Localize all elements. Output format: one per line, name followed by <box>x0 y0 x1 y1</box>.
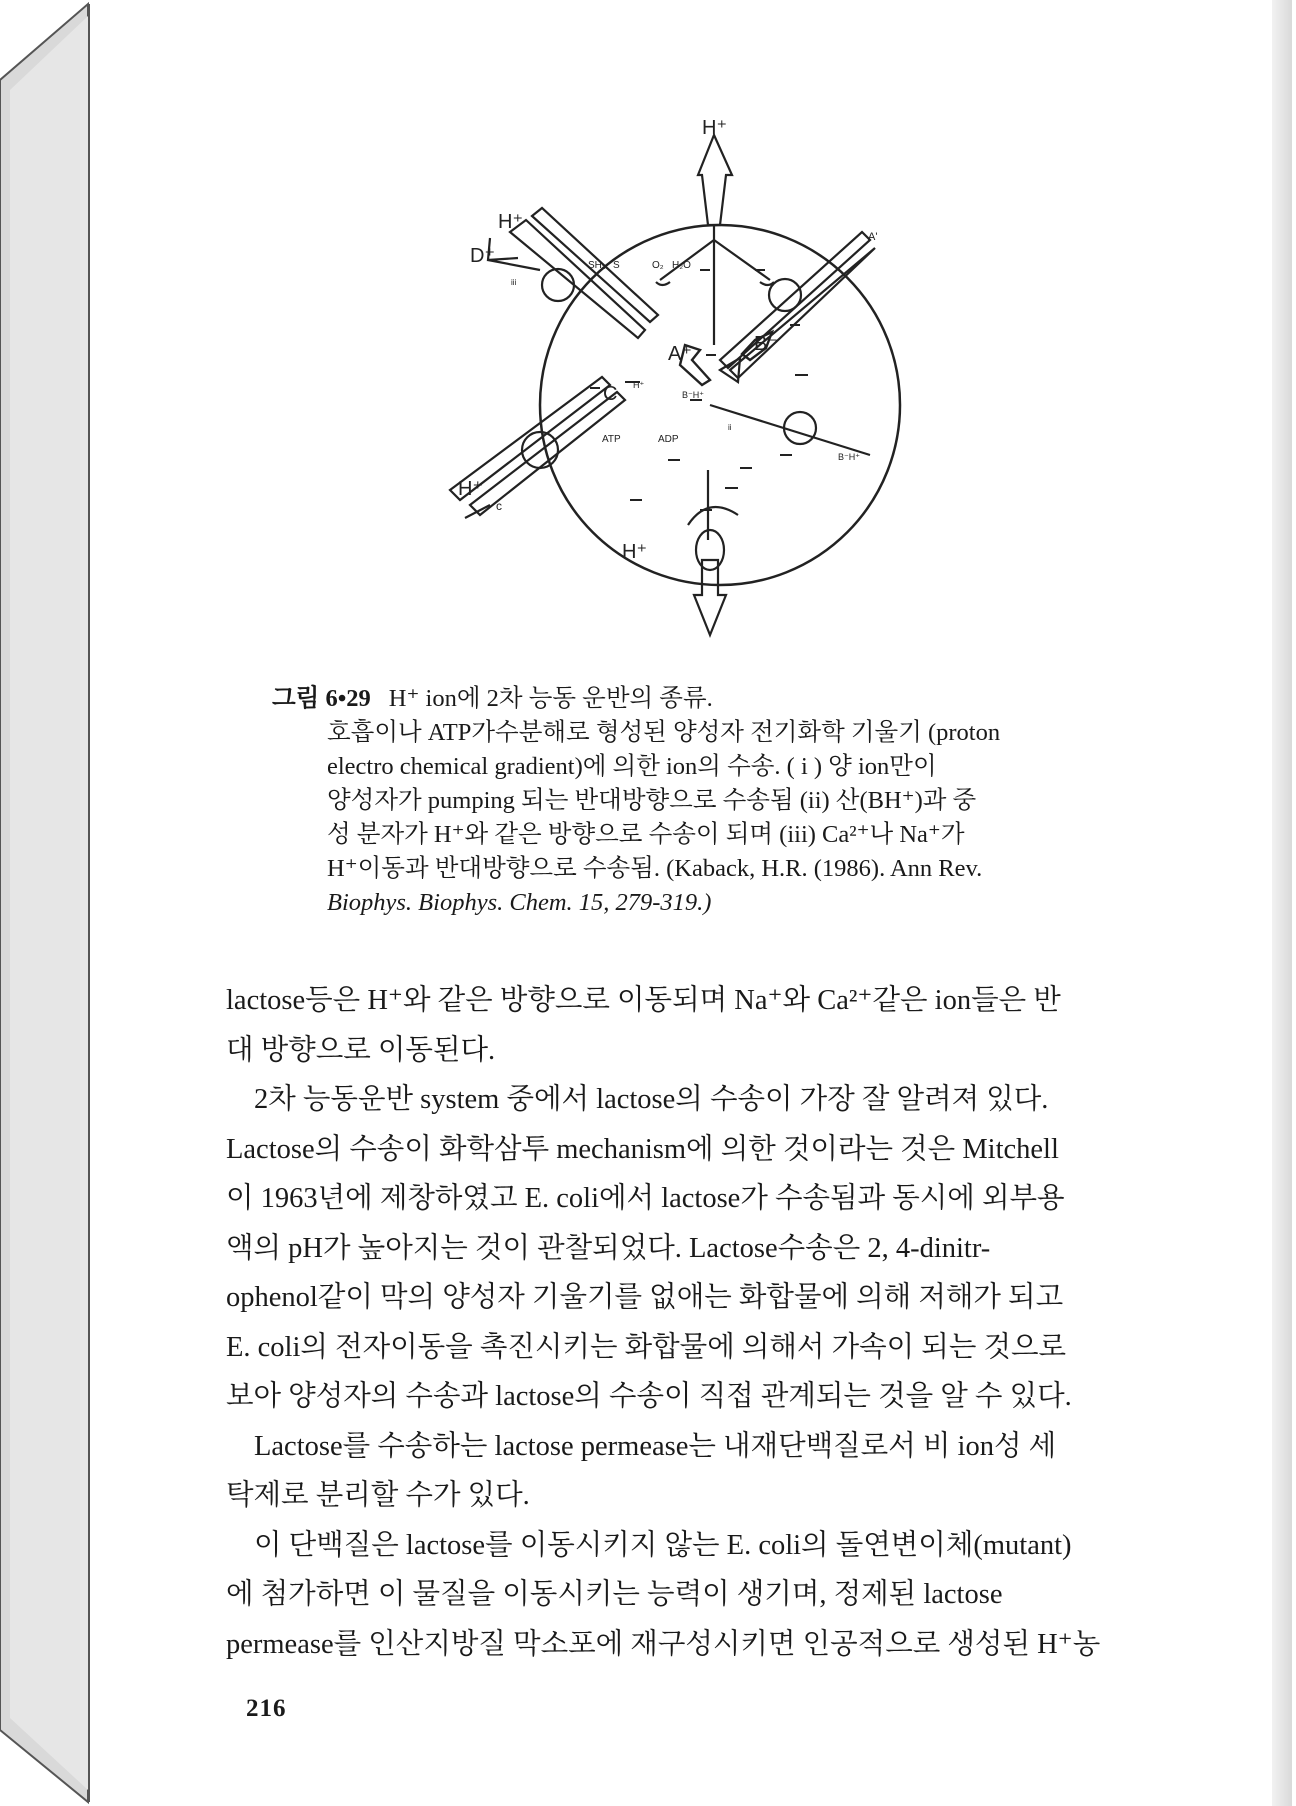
label-a-plus: A⁺ <box>668 343 692 365</box>
cell-membrane-circle <box>540 225 900 585</box>
caption-line: 성 분자가 H⁺와 같은 방향으로 수송이 되며 (iii) Ca²⁺나 Na⁺가 <box>327 821 965 848</box>
label-roman-ii: ii <box>728 423 732 432</box>
top-proton-pump-arrow <box>656 135 774 345</box>
body-line: 2차 능동운반 system 중에서 lactose의 수송이 가장 잘 알려져 있다. <box>254 1084 1049 1115</box>
label-h-left: H⁺ <box>498 211 523 233</box>
label-o2: O₂ <box>652 260 664 271</box>
body-line: 액의 pH가 높아지는 것이 관찰되었다. Lactose수송은 2, 4-dinitr- <box>226 1232 991 1264</box>
figure-caption <box>272 682 1120 920</box>
body-text <box>226 976 1152 1669</box>
label-h-top: H⁺ <box>702 117 727 139</box>
caption-citation: Biophys. Biophys. Chem. 15, 279-319.) <box>327 889 712 916</box>
figure-label: 그림 6•29 <box>272 685 371 712</box>
label-c: C <box>603 383 618 405</box>
book-spine-edge <box>0 0 90 1806</box>
label-c-lower: c <box>496 499 502 513</box>
body-line: permease를 인산지방질 막소포에 재구성시키면 인공적으로 생성된 H⁺농 <box>226 1628 1101 1660</box>
body-line: ophenol같이 막의 양성자 기울기를 없애는 화합물에 의해 저해가 되고 <box>226 1282 1064 1313</box>
body-line: Lactose의 수송이 화학삼투 mechanism에 의한 것이라는 것은 Mitchell <box>226 1133 1059 1165</box>
body-line: 에 첨가하면 이 물질을 이동시키는 능력이 생기며, 정제된 lactose <box>226 1579 1003 1610</box>
figure-6-29-diagram <box>458 117 950 660</box>
label-h2o: H₂O <box>672 260 691 271</box>
caption-line: 호흡이나 ATP가수분해로 형성된 양성자 전기화학 기울기 (proton <box>327 719 1001 746</box>
page-number: 216 <box>246 1695 287 1722</box>
label-bh-outer: B⁻H⁺ <box>838 452 861 462</box>
label-roman-iii: iii <box>511 278 517 287</box>
caption-title: H⁺ ion에 2차 능동 운반의 종류. <box>388 685 713 712</box>
body-line: 탁제로 분리할 수가 있다. <box>226 1480 530 1511</box>
label-d-plus: D⁺ <box>470 245 495 267</box>
page-right-edge <box>1272 0 1292 1806</box>
body-line: Lactose를 수송하는 lactose permease는 내재단백질로서 비 ion성 세 <box>254 1430 1057 1462</box>
caption-line: 양성자가 pumping 되는 반대방향으로 수송됨 (ii) 산(BH⁺)과 중 <box>327 787 977 814</box>
label-a-prime: A' <box>868 231 878 243</box>
label-h-inner: H⁺ <box>633 380 645 390</box>
label-roman-i: i <box>713 289 715 298</box>
label-s: S <box>613 260 620 271</box>
body-line: 이 단백질은 lactose를 이동시키지 않는 E. coli의 돌연변이체(mutant) <box>254 1529 1072 1561</box>
label-h-lower-left: H⁺ <box>458 478 483 500</box>
label-h-bottom: H⁺ <box>622 541 647 563</box>
label-bh-inner: B⁻H⁺ <box>682 390 705 400</box>
label-sh2: SH₂ <box>588 260 606 271</box>
label-adp: ADP <box>658 434 679 445</box>
caption-line: electro chemical gradient)에 의한 ion의 수송. ( i ) 양 ion만이 <box>327 753 937 780</box>
bottom-atp-pump-arrow <box>688 470 738 635</box>
label-atp: ATP <box>602 434 621 445</box>
body-line: 이 1963년에 제창하였고 E. coli에서 lactose가 수송됨과 동시에 외부용 <box>226 1183 1065 1214</box>
body-line: 대 방향으로 이동된다. <box>226 1034 496 1066</box>
body-line: lactose등은 H⁺와 같은 방향으로 이동되며 Na⁺와 Ca²⁺같은 ion들은 반 <box>226 985 1061 1016</box>
body-line: 보아 양성자의 수송과 lactose의 수송이 직접 관계되는 것을 알 수 있다. <box>226 1381 1072 1412</box>
label-b-minus: B⁻ <box>754 333 778 355</box>
body-line: E. coli의 전자이동을 촉진시키는 화합물에 의해서 가속이 되는 것으로 <box>226 1331 1067 1363</box>
caption-line: H⁺이동과 반대방향으로 수송됨. (Kaback, H.R. (1986). Ann Rev. <box>327 855 983 882</box>
